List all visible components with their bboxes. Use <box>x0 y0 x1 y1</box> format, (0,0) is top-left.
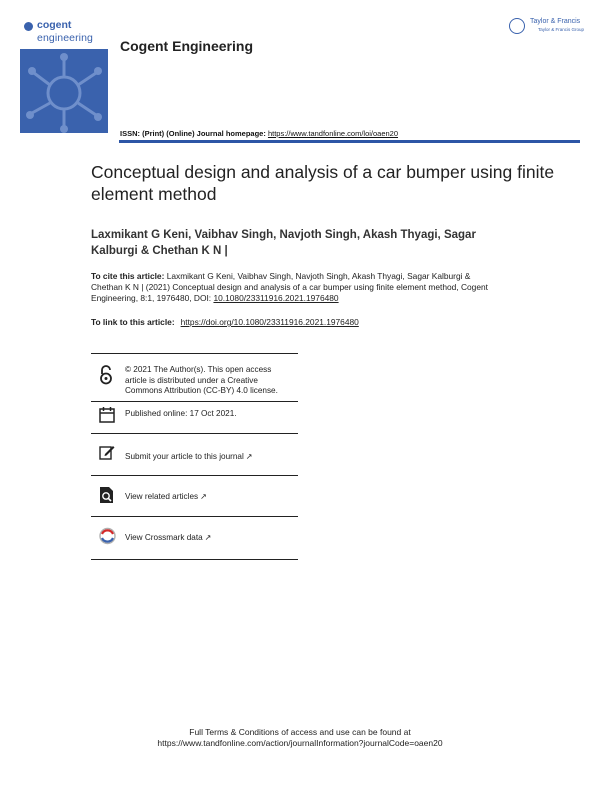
submit-row[interactable] <box>91 444 298 468</box>
journal-homepage-link[interactable]: https://www.tandfonline.com/loi/oaen20 <box>267 129 399 138</box>
cogent-logo-icon <box>24 22 33 31</box>
license-text: © 2021 The Author(s). This open access article is distributed under a Creative Commons Attribution (CC-BY) 4.0 license. <box>125 365 278 395</box>
footer-line-1: Full Terms & Conditions of access and use can be found at <box>189 727 411 737</box>
crossmark-row[interactable] <box>91 524 298 552</box>
license-row <box>91 362 298 398</box>
published-date: Published online: 17 Oct 2021. <box>125 409 237 418</box>
crossmark-icon <box>99 527 116 546</box>
divider <box>91 475 298 476</box>
journal-title[interactable]: Cogent Engineering <box>120 38 253 54</box>
issn-label: ISSN: (Print) (Online) Journal homepage: <box>120 129 268 138</box>
journal-cover <box>20 18 108 133</box>
footer-url[interactable]: https://www.tandfonline.com/action/journalInformation?journalCode=oaen20 <box>157 738 443 748</box>
external-link-icon: ↗ <box>245 452 253 461</box>
link-label: To link to this article: <box>91 317 175 327</box>
submit-link[interactable] <box>125 452 252 463</box>
published-row <box>91 404 298 428</box>
citation-text: Laxmikant G Keni, Vaibhav Singh, Navjoth Singh, Akash Thyagi, Sagar Kalburgi & Chethan K N | (2021) Conceptual design and analysis of a car bumper using finite element method, Cogent Engineering, 8:1, 1976480, DOI: <box>91 271 488 303</box>
related-label: View related articles <box>125 492 199 501</box>
divider <box>91 353 298 354</box>
publisher-logo[interactable] <box>509 16 585 38</box>
article-title: Conceptual design and analysis of a car bumper using finite element method <box>91 162 555 204</box>
header-divider <box>119 140 580 143</box>
external-link-icon: ↗ <box>204 533 212 542</box>
citation-label: To cite this article: <box>91 271 165 281</box>
related-articles-link[interactable] <box>125 492 207 503</box>
publisher-logo-icon <box>509 18 525 34</box>
edit-icon <box>99 444 115 460</box>
open-access-lock-icon <box>99 365 113 385</box>
doi-link[interactable]: 10.1080/23311916.2021.1976480 <box>213 293 339 303</box>
article-doi-link[interactable]: https://doi.org/10.1080/23311916.2021.1976480 <box>180 317 359 327</box>
divider <box>91 559 298 560</box>
issn-line <box>120 129 398 138</box>
divider <box>91 401 298 402</box>
cover-header <box>20 18 108 49</box>
publisher-sub: Taylor & Francis Group <box>538 27 585 32</box>
calendar-icon <box>99 406 115 423</box>
cover-subject: engineering <box>37 32 93 44</box>
submit-label: Submit your article to this journal <box>125 452 244 461</box>
external-link-icon: ↗ <box>200 492 207 501</box>
related-articles-icon <box>99 486 115 504</box>
publisher-name: Taylor & Francis <box>530 18 581 25</box>
article-link-line <box>91 317 359 327</box>
divider <box>91 516 298 517</box>
cover-brand: cogent <box>37 19 72 31</box>
citation-block <box>91 271 491 304</box>
divider <box>91 433 298 434</box>
crossmark-link[interactable] <box>125 533 211 544</box>
footer <box>0 727 600 749</box>
cover-artwork <box>20 49 108 133</box>
related-row[interactable] <box>91 484 298 510</box>
crossmark-label: View Crossmark data <box>125 533 203 542</box>
article-authors: Laxmikant G Keni, Vaibhav Singh, Navjoth Singh, Akash Thyagi, Sagar Kalburgi & Chethan K N | <box>91 229 476 257</box>
